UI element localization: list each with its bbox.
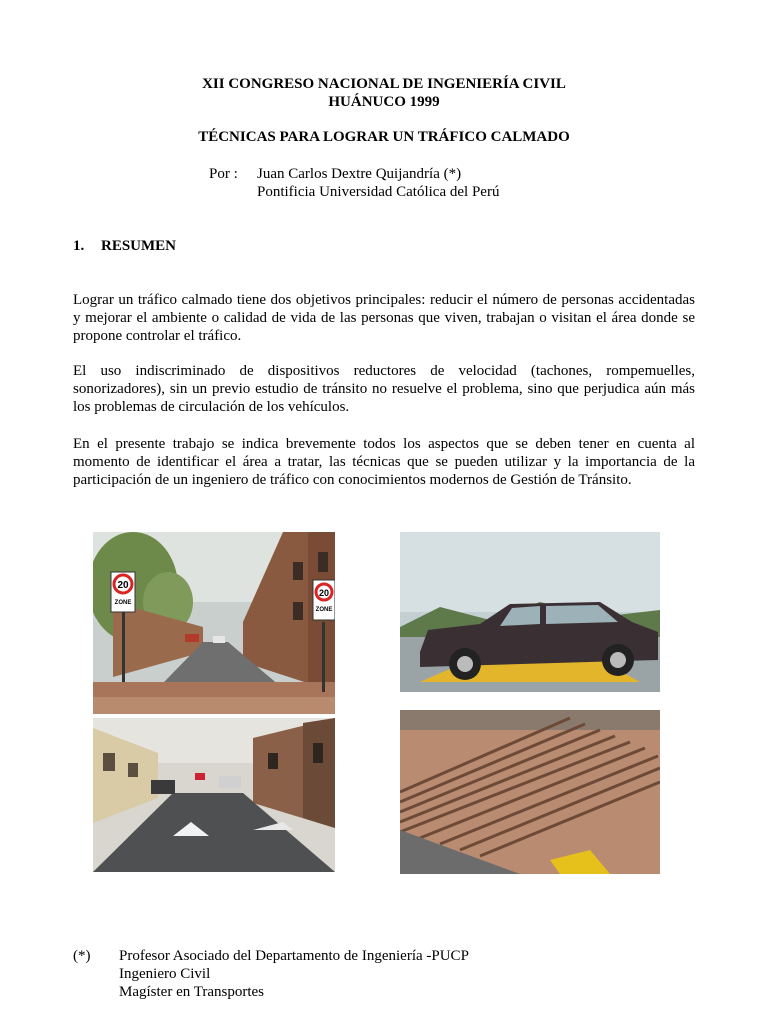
- paragraph-2: El uso indiscriminado de dispositivos reductores de velocidad (tachones, rompemuelles, sonorizadores), sin un previo estudio de tránsito no resuelve el problema, sino que perjudica aún más los problemas de circulación de los vehículos.: [73, 363, 695, 415]
- section-title: RESUMEN: [101, 238, 177, 254]
- conference-location-year: HUÁNUCO 1999: [328, 94, 440, 110]
- paper-title: TÉCNICAS PARA LOGRAR UN TRÁFICO CALMADO: [198, 129, 570, 145]
- sign-zone-left: ZONE: [114, 600, 132, 606]
- photo-rumble-strips: [400, 710, 660, 874]
- photo-residential-street: [93, 718, 335, 872]
- author-name: Juan Carlos Dextre Quijandría (*): [257, 166, 462, 182]
- paragraph-1: Lograr un tráfico calmado tiene dos objetivos principales: reducir el número de personas accidentadas y mejorar el ambiente o calidad de vida de las personas que viven, trabajan o visitan el área donde se propone controlar el tráfico.: [73, 292, 695, 344]
- footnote-line-3: Magíster en Transportes: [119, 984, 264, 1000]
- photo-car-speed-hump: [400, 532, 660, 692]
- section-number: 1.: [73, 238, 85, 254]
- sign-number-right: 20: [318, 588, 330, 598]
- author-affiliation: Pontificia Universidad Católica del Perú: [257, 184, 500, 200]
- footnote-line-1: Profesor Asociado del Departamento de Ingeniería -PUCP: [119, 948, 469, 964]
- sign-number-left: 20: [117, 580, 129, 591]
- photo-street-20-zone: [93, 532, 335, 714]
- sign-zone-right: ZONE: [315, 607, 333, 613]
- footnote-line-2: Ingeniero Civil: [119, 966, 211, 982]
- footnote-marker: (*): [73, 948, 91, 964]
- by-label: Por :: [209, 166, 238, 182]
- conference-title: XII CONGRESO NACIONAL DE INGENIERÍA CIVIL: [202, 76, 566, 92]
- paragraph-3: En el presente trabajo se indica brevemente todos los aspectos que se deben tener en cuenta al momento de identificar el área a tratar, las técnicas que se pueden utilizar y la importancia de la participación de un ingeniero de tráfico con conocimientos modernos de Gestión de Tránsito.: [73, 436, 695, 488]
